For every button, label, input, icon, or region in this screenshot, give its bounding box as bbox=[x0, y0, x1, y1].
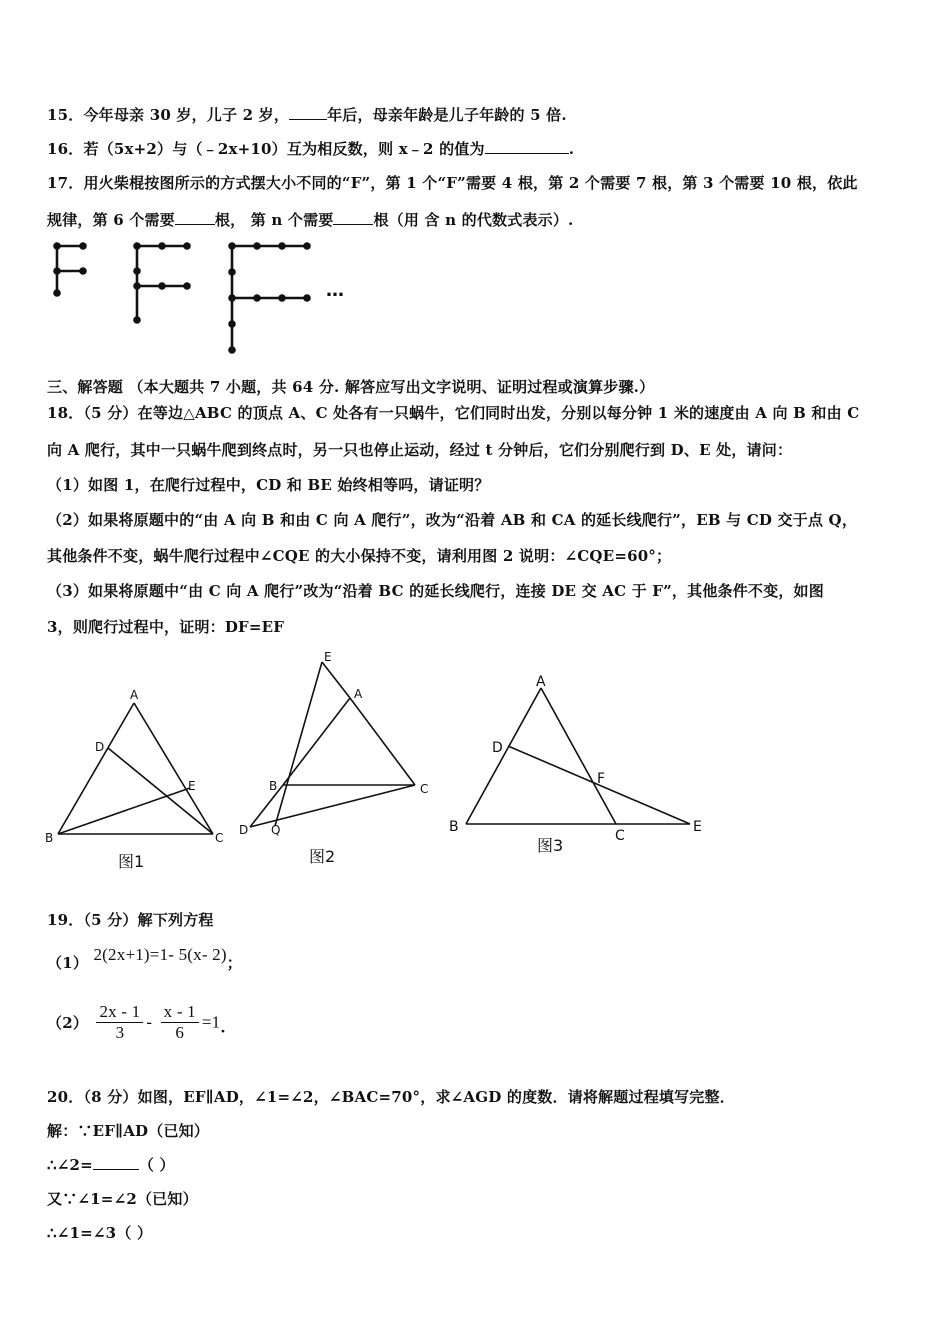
question-16: 16．若（5x+2）与（﹣2x+10）互为相反数，则 x﹣2 的值为 . bbox=[47, 140, 575, 158]
solution-step-1: 解：∵EF∥AD（已知） bbox=[47, 1122, 210, 1140]
fig2-label-e: E bbox=[324, 650, 332, 664]
question-18-part-2-cont: 其他条件不变，蜗牛爬行过程中∠CQE 的大小保持不变，请利用图 2 说明：∠CQE=60°； bbox=[47, 547, 672, 565]
question-19-part-1: （1） 2(2x+1)=1- 5(x- 2)； bbox=[47, 945, 242, 972]
fig2-label-b: B bbox=[269, 779, 278, 793]
fig3-label-f: F bbox=[597, 771, 606, 787]
question-18-line-1: 18．（5 分）在等边△ABC 的顶点 A、C 处各有一只蜗牛，它们同时出发，分别以每分钟 1 米的速度由 A 向 B 和由 C bbox=[47, 404, 860, 422]
question-19-title: 19．（5 分）解下列方程 bbox=[47, 911, 214, 929]
section-heading: 三、解答题 （本大题共 7 小题，共 64 分. 解答应写出文字说明、证明过程或演算步骤.） bbox=[47, 378, 655, 396]
figure-2 bbox=[250, 662, 415, 827]
fig1-label-e: E bbox=[188, 779, 196, 793]
solution-step-4: ∴∠1=∠3（ ） bbox=[47, 1224, 153, 1242]
fig3-label-d: D bbox=[492, 740, 503, 756]
fig2-label-q: Q bbox=[271, 823, 281, 837]
question-19-part-2: （2） $\frac{2x - 1}{3}$ - $\frac{x - 1}{6}$ =1. bbox=[47, 1002, 226, 1042]
fig2-label-d: D bbox=[239, 823, 249, 837]
question-18-part-3-cont: 3，则爬行过程中，证明：DF=EF bbox=[47, 618, 285, 636]
figure-3 bbox=[466, 688, 690, 824]
ellipsis: … bbox=[326, 280, 344, 301]
fraction-2: $\frac{x - 1}{6}$ bbox=[161, 1002, 199, 1043]
figure-1 bbox=[58, 703, 213, 834]
question-15: 15．今年母亲 30 岁，儿子 2 岁， 年后，母亲年龄是儿子年龄的 5 倍. bbox=[47, 106, 567, 124]
fig1-label-a: A bbox=[130, 688, 139, 702]
fig3-label-e: E bbox=[693, 819, 702, 835]
fig3-label-a: A bbox=[536, 674, 546, 690]
answer-blank[interactable] bbox=[93, 1155, 139, 1170]
fig1-label-b: B bbox=[45, 831, 54, 845]
fig3-label-b: B bbox=[449, 819, 459, 835]
fig2-caption: 图2 bbox=[309, 847, 336, 866]
fig1-label-d: D bbox=[95, 740, 105, 754]
question-17-line-2: 规律，第 6 个需要 根， 第 n 个需要 根（用 含 n 的代数式表示）. bbox=[47, 211, 574, 229]
solution-step-3: 又∵∠1=∠2（已知） bbox=[47, 1190, 198, 1208]
question-20-title: 20．（8 分）如图，EF∥AD，∠1=∠2，∠BAC=70°，求∠AGD 的度数．请将解题过程填写完整． bbox=[47, 1088, 735, 1106]
question-18-line-2: 向 A 爬行，其中一只蜗牛爬到终点时，另一只也停止运动，经过 t 分钟后，它们分别爬行到 D、E 处，请问： bbox=[47, 441, 793, 459]
question-18-part-1: （1）如图 1，在爬行过程中，CD 和 BE 始终相等吗，请证明？ bbox=[47, 476, 490, 494]
fig2-label-a: A bbox=[354, 687, 363, 701]
fraction-1: $\frac{2x - 1}{3}$ bbox=[96, 1002, 143, 1043]
question-18-part-2: （2）如果将原题中的“由 A 向 B 和由 C 向 A 爬行”，改为“沿着 AB 和 CA 的延长线爬行”，EB 与 CD 交于点 Q， bbox=[47, 511, 858, 529]
equation-1: 2(2x+1)=1- 5(x- 2) bbox=[93, 945, 227, 964]
fig3-label-c: C bbox=[615, 828, 625, 844]
fig1-label-c: C bbox=[215, 831, 224, 845]
fig2-label-c: C bbox=[420, 782, 429, 796]
fig3-caption: 图3 bbox=[537, 836, 564, 855]
question-17-line-1: 17．用火柴棍按图所示的方式摆大小不同的“F”，第 1 个“F”需要 4 根，第 2 个需要 7 根，第 3 个需要 10 根，依此 bbox=[47, 174, 858, 192]
question-18-part-3: （3）如果将原题中“由 C 向 A 爬行”改为“沿着 BC 的延长线爬行，连接 DE 交 AC 于 F”，其他条件不变，如图 bbox=[47, 582, 824, 600]
solution-step-2: ∴∠2= （ ） bbox=[47, 1156, 175, 1174]
fig1-caption: 图1 bbox=[118, 852, 145, 871]
